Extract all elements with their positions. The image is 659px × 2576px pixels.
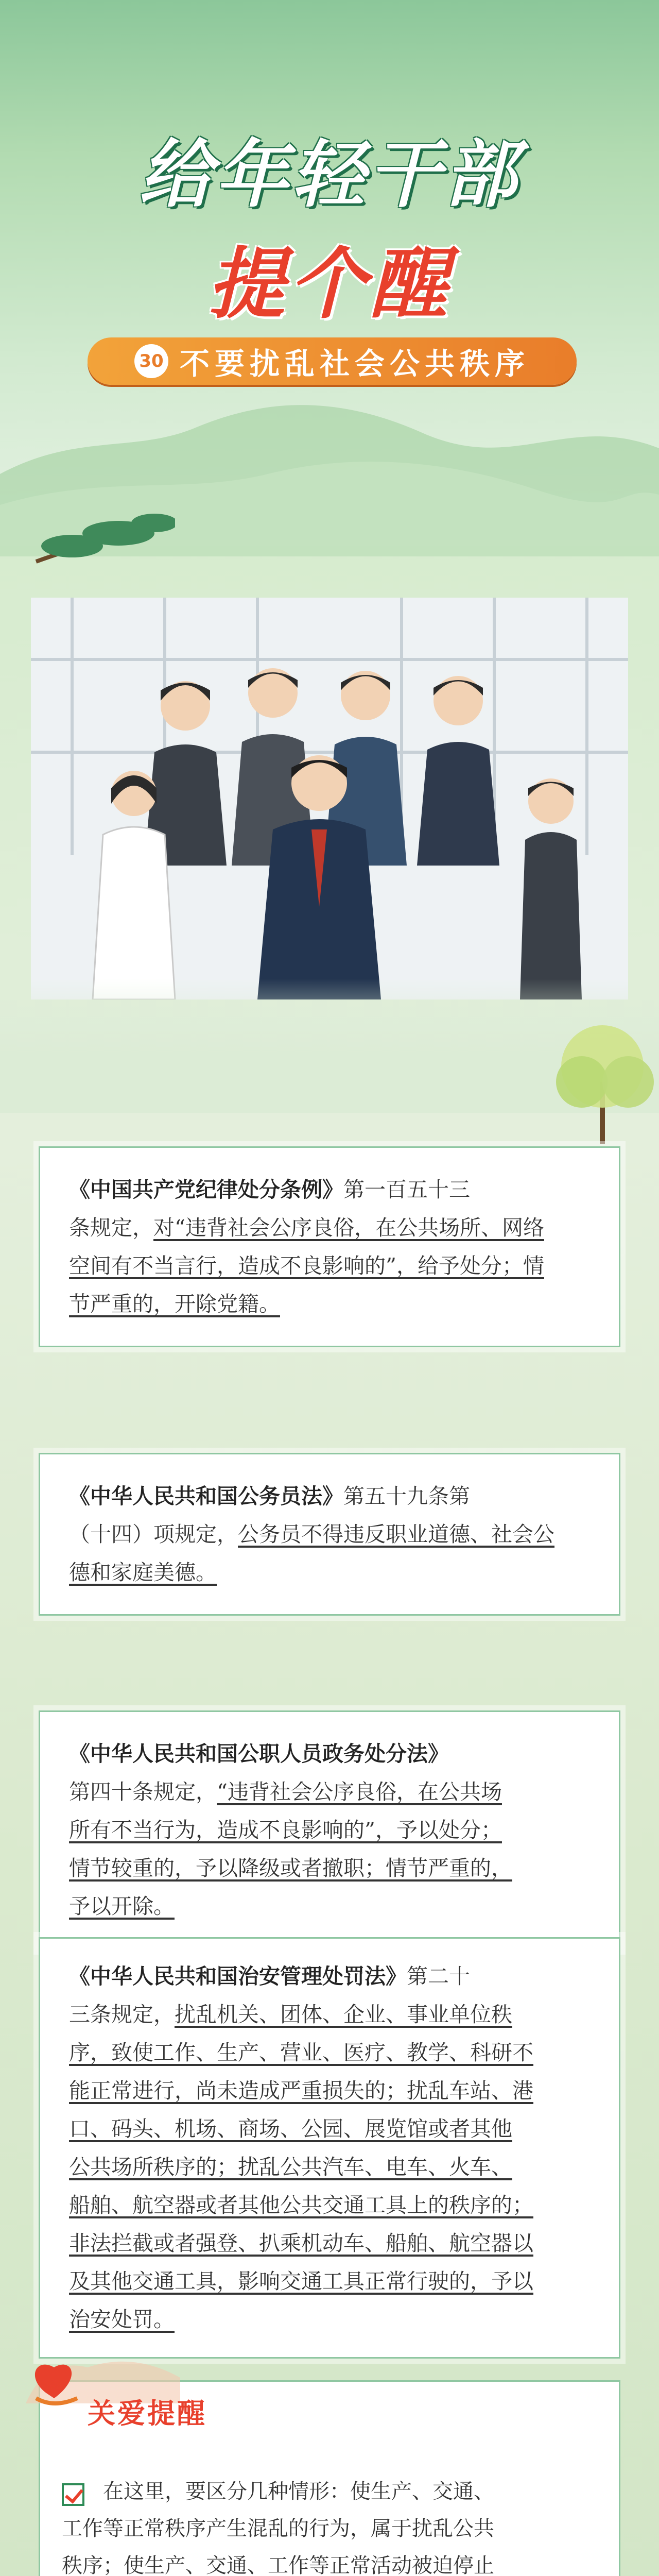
issue-number: 30 xyxy=(134,344,168,378)
card-underlined-text: 节严重的，开除党籍。 xyxy=(69,1292,280,1316)
card-text: 第二十 xyxy=(407,1964,470,1989)
care-item-1 xyxy=(62,2473,597,2576)
card-underlined-text: 非法拦截或者强登、扒乘机动车、船舶、航空器以 xyxy=(69,2231,533,2256)
card-underlined-text: “违背社会公序良俗，在公共场 xyxy=(217,1780,502,1804)
card-underlined-text: 治安处罚。 xyxy=(69,2307,175,2332)
law-title: 《中华人民共和国公务员法》 xyxy=(69,1484,343,1509)
subtitle-text: 不要扰乱社会公共秩序 xyxy=(179,346,530,381)
card-underlined-text: 空间有不当言行，造成不良影响的”，给予处分；情 xyxy=(69,1253,544,1278)
care-line: 在这里，要区分几种情形：使生产、交通、 xyxy=(103,2480,494,2503)
law-title: 《中华人民共和国公职人员政务处分法》 xyxy=(69,1741,449,1766)
care-title: 关爱提醒 xyxy=(88,2397,207,2430)
card-text: 第一百五十三 xyxy=(343,1177,470,1202)
subtitle-pill xyxy=(88,337,577,385)
title-line-2: 提个醒 xyxy=(207,240,452,329)
card-underlined-text: 扰乱机关、团体、企业、事业单位秩 xyxy=(175,2002,512,2027)
card-underlined-text: 情节较重的，予以降级或者撤职；情节严重的， xyxy=(69,1856,512,1880)
card-text: （十四）项规定， xyxy=(69,1522,238,1547)
law-card-civil-servant xyxy=(39,1453,620,1616)
law-card-party-discipline xyxy=(39,1146,620,1347)
law-card-public-security xyxy=(39,1937,620,2359)
pine-branch-icon xyxy=(31,495,175,577)
card-underlined-text: 对“违背社会公序良俗，在公共场所、网络 xyxy=(153,1215,544,1240)
card-text: 三条规定， xyxy=(69,2002,175,2027)
card-underlined-text: 德和家庭美德。 xyxy=(69,1560,217,1585)
card-underlined-text: 公务员不得违反职业道德、社会公 xyxy=(238,1522,554,1547)
law-title: 《中国共产党纪律处分条例》 xyxy=(69,1177,343,1202)
care-line: 工作等正常秩序产生混乱的行为，属于扰乱公共 xyxy=(62,2517,494,2540)
card-underlined-text: 所有不当行为，造成不良影响的”，予以处分； xyxy=(69,1818,502,1842)
card-underlined-text: 序，致使工作、生产、营业、医疗、教学、科研不 xyxy=(69,2040,533,2065)
card-text: 第四十条规定， xyxy=(69,1780,217,1804)
card-underlined-text: 口、码头、机场、商场、公园、展览馆或者其他 xyxy=(69,2116,512,2141)
header-banner xyxy=(0,0,659,546)
card-underlined-text: 公共场所秩序的；扰乱公共汽车、电车、火车、 xyxy=(69,2155,512,2179)
office-scene-icon xyxy=(31,598,628,999)
law-title: 《中华人民共和国治安管理处罚法》 xyxy=(69,1964,407,1989)
card-underlined-text: 能正常进行，尚未造成严重损失的；扰乱车站、港 xyxy=(69,2078,533,2103)
tree-icon xyxy=(546,1010,659,1144)
card-text: 条规定， xyxy=(69,1215,153,1240)
card-underlined-text: 及其他交通工具，影响交通工具正常行驶的，予以 xyxy=(69,2269,533,2294)
card-underlined-text: 予以开除。 xyxy=(69,1894,175,1919)
card-underlined-text: 船舶、航空器或者其他公共交通工具上的秩序的； xyxy=(69,2193,533,2217)
officials-illustration xyxy=(31,598,628,999)
law-card-public-official xyxy=(39,1710,620,1950)
title-line-1: 给年轻干部 xyxy=(139,132,520,217)
care-line: 秩序；使生产、交通、工作等正常活动被迫停止 xyxy=(62,2554,494,2576)
card-text: 第五十九条第 xyxy=(343,1484,470,1509)
